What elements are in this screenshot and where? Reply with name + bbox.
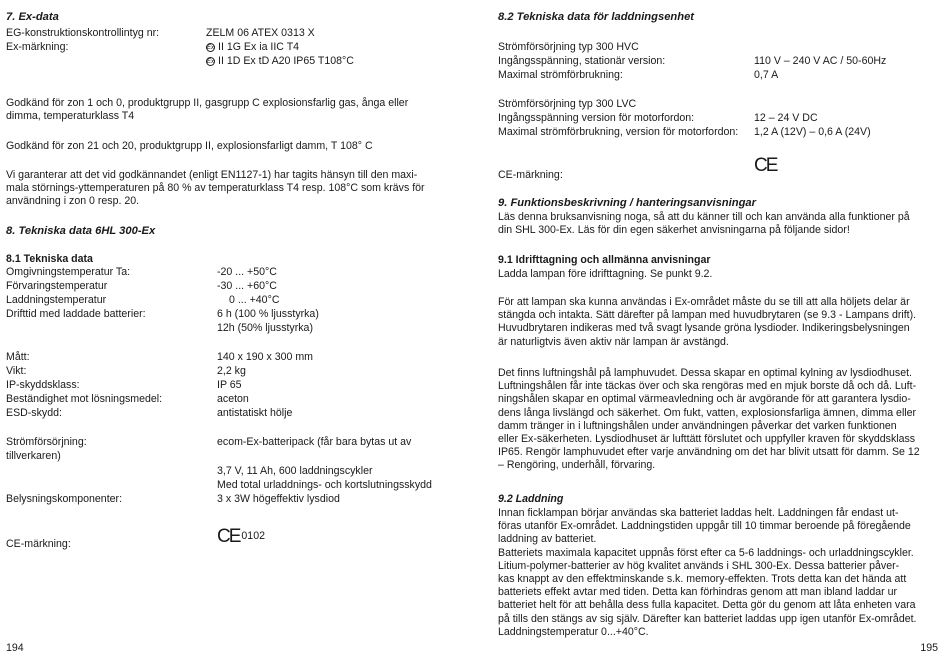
row-value: antistatiskt hölje [217, 407, 293, 419]
row-label: Omgivningstemperatur Ta: [6, 266, 131, 278]
text-line: kas knappt av den effektminskande s.k. memory-effekten. Trots detta kan det hända att [498, 572, 907, 585]
row-label: Förvaringstemperatur [6, 280, 108, 292]
ce-marking [754, 155, 777, 176]
text-line: föras utanför Ex-området. Laddningstiden uppgår till 10 timmar beroende på föregående [498, 520, 911, 533]
text-line: din SHL 300-Ex. Läs för din egen säkerhet anvisningarna på följande sidor! [498, 224, 850, 237]
ce-label: CE-märkning: [498, 169, 563, 181]
zone-paragraph-1 [6, 97, 462, 123]
table-row [498, 69, 938, 82]
row-label: Maximal strömförbrukning, version för motorfordon: [498, 126, 739, 138]
table-row [6, 308, 462, 321]
table-row [6, 322, 462, 335]
row-label: Ex-märkning: [6, 41, 69, 53]
text-line: – Rengöring, underhåll, förvaring. [498, 459, 656, 472]
table-row [6, 266, 462, 279]
section-9-heading: 9. Funktionsbeskrivning / hanteringsanvisningar [498, 197, 756, 209]
row-value: 140 x 190 x 300 mm [217, 351, 313, 363]
table-row [6, 294, 462, 307]
row-value: 6 h (100 % ljusstyrka) [217, 308, 319, 320]
ce-logo: CE [217, 526, 240, 547]
row-value: ZELM 06 ATEX 0313 X [206, 27, 315, 39]
text-line: är naturligtvis även aktiv när lampan är avstängd. [498, 335, 729, 348]
page-number-right: 195 [920, 641, 938, 654]
row-label: Laddningstemperatur [6, 294, 107, 306]
text-line: på tills den stängs av sig själv. Därefter kan batteriet laddas upp igen utanför Ex-området. [498, 612, 917, 625]
text-line: Laddningstemperatur 0...+40°C. [498, 625, 649, 638]
row-label: Vikt: [6, 365, 27, 377]
section-7-heading: 7. Ex-data [6, 11, 59, 23]
row-value: 0,7 A [754, 69, 779, 81]
row-label: ESD-skydd: [6, 407, 62, 419]
table-row [6, 465, 462, 478]
section-8-1-heading: 8.1 Tekniska data [6, 253, 93, 265]
row-value: IP 65 [217, 379, 242, 391]
section-9-1-line: Ladda lampan före idrifttagning. Se punkt 9.2. [498, 268, 713, 280]
section-8-2-heading: 8.2 Tekniska data för laddningsenhet [498, 11, 695, 23]
table-row [6, 280, 462, 293]
row-value: Ex II 1D Ex tD A20 IP65 T108°C [207, 55, 354, 67]
table-row [498, 112, 938, 125]
row-value: Med total urladdnings- och kortslutningsskydd [217, 479, 432, 491]
text-line: Litium-polymer-batterier av hög kvalitet används i SHL 300-Ex. Dessa batterier påver- [498, 559, 900, 572]
row-value: aceton [217, 393, 249, 405]
text-line: batteriets effekt avtar med tiden. Detta kan förhindras genom att man ibland laddar ur [498, 586, 898, 599]
row-value: ecom-Ex-batteripack (får bara bytas ut av [217, 436, 412, 448]
hvc-title: Strömförsörjning typ 300 HVC [498, 41, 639, 53]
text-line: Batteriets maximala kapacitet uppnås först efter ca 5-6 laddnings- och urladdningscykler. [498, 546, 914, 559]
left-page [6, 0, 462, 662]
section-9-2-heading: 9.2 Laddning [498, 493, 564, 505]
row-value: 0 ... +40°C [229, 294, 280, 306]
text-line: stängda och intakta. Sätt därefter på lampan med huvudbrytaren (se 9.3 - Lampans drift). [498, 309, 917, 322]
ce-notified-body-number: 0102 [241, 530, 265, 543]
ce-row-left [6, 526, 462, 551]
text-line: ningshålen skapar en optimal värmeavledning och är avgörande för att garantera lysdio- [498, 393, 911, 406]
ce-label: CE-märkning: [6, 538, 71, 550]
paragraph-ventilation [498, 367, 938, 473]
section-9-1-heading: 9.1 Idrifttagning och allmänna anvisningar [498, 254, 711, 266]
zone-paragraph-2 [6, 140, 462, 153]
table-row [6, 55, 462, 68]
table-row [6, 41, 462, 54]
table-row [6, 407, 462, 420]
ex-marking-icon: Ex [207, 44, 215, 51]
text-line: IP65. Rengör lamphuvudet efter varje användning om det har blivit utsatt för damm. Se 12 [498, 446, 920, 459]
text-line: Godkänd för zon 1 och 0, produktgrupp II, gasgrupp C explosionsfarlig gas, ånga eller [6, 97, 409, 109]
table-row [6, 27, 462, 40]
table-row [6, 393, 462, 406]
ce-marking [217, 526, 265, 547]
table-row [6, 365, 462, 378]
text-line: laddning av batteriet. [498, 533, 597, 546]
row-label: Belysningskomponenter: [6, 493, 123, 505]
table-row [6, 436, 462, 449]
text-line: batteriet helt för att behålla dess fulla kapacitet. Detta gör du genom att låta enheten vara [498, 599, 916, 612]
row-value: 3 x 3W högeffektiv lysdiod [217, 493, 340, 505]
text-line: Luftningshålen får inte täckas över och ska rengöras med en mjuk borste då och då. Luft- [498, 380, 917, 393]
row-value: 3,7 V, 11 Ah, 600 laddningscykler [217, 465, 373, 477]
row-label: Mått: [6, 351, 30, 363]
zone-paragraph-3 [6, 169, 462, 209]
row-label: Maximal strömförbrukning: [498, 69, 623, 81]
table-row [6, 450, 462, 463]
page-number-left: 194 [6, 641, 24, 654]
text-line: eller Ex-säkerheten. Lysdiodhuset är lufttätt förslutet och uppfyller kraven för skyddsklass [498, 432, 916, 445]
row-label: tillverkaren) [6, 450, 61, 462]
row-label: Strömförsörjning: [6, 436, 87, 448]
row-label: EG-konstruktionskontrollintyg nr: [6, 27, 160, 39]
ce-logo: CE [754, 155, 777, 176]
section-8-heading: 8. Tekniska data 6HL 300-Ex [6, 225, 156, 237]
paragraph-charging [498, 507, 938, 639]
row-value: 1,2 A (12V) – 0,6 A (24V) [754, 126, 871, 138]
table-row [6, 479, 462, 492]
ce-row-right [498, 155, 938, 182]
text-line: Huvudbrytaren indikeras med två svagt lysande gröna lysdioder. Indikeringsbelysningen [498, 322, 910, 335]
text-line: Vi garanterar att det vid godkännandet (enligt EN1127-1) har tagits hänsyn till den maxi- [6, 169, 418, 181]
text-line: användning i zon 0 resp. 20. [6, 195, 140, 208]
table-row [498, 126, 938, 139]
text-line: Det finns luftningshål på lamphuvudet. Dessa skapar en optimal kylning av lysdiodhuset. [498, 367, 912, 379]
text-line: dens långa livslängd och säkerhet. Om fukt, vatten, explosionsfarliga ämnen, dimma eller [498, 406, 917, 419]
row-value: -30 ... +60°C [217, 280, 277, 292]
table-row [6, 379, 462, 392]
lvc-title: Strömförsörjning typ 300 LVC [498, 98, 637, 110]
row-value: 2,2 kg [217, 365, 246, 377]
row-value: -20 ... +50°C [217, 266, 277, 278]
text-line: För att lampan ska kunna användas i Ex-området måste du se till att alla höljets delar är [498, 296, 910, 308]
row-value: 12 – 24 V DC [754, 112, 818, 124]
table-row [6, 351, 462, 364]
text-line: Läs denna bruksanvisning noga, så att du känner till och kan använda alla funktioner på [498, 211, 910, 223]
row-label: Ingångsspänning, stationär version: [498, 55, 666, 67]
text-line: Innan ficklampan börjar användas ska batteriet laddas helt. Laddningen får endast ut- [498, 507, 899, 519]
paragraph-lamp-usage [498, 296, 938, 349]
row-label: IP-skyddsklass: [6, 379, 80, 391]
text-line: Godkänd för zon 21 och 20, produktgrupp II, explosionsfarligt damm, T 108° C [6, 140, 373, 152]
section-9-paragraph [498, 211, 938, 237]
text-line: damm tränger in i luftningshålen under användningen påverkar det varken funktionen [498, 419, 897, 432]
table-row [6, 493, 462, 506]
row-value: Ex II 1G Ex ia IIC T4 [207, 41, 300, 53]
text-line: dimma, temperaturklass T4 [6, 110, 135, 123]
right-page [498, 0, 938, 662]
row-label: Ingångsspänning version för motorfordon: [498, 112, 695, 124]
text-line: mala störnings-yttemperaturen på 80 % av temperaturklass T4 resp. 108°C som krävs för [6, 182, 425, 195]
row-value: 12h (50% ljusstyrka) [217, 322, 313, 334]
row-value: 110 V – 240 V AC / 50-60Hz [754, 55, 887, 67]
row-label: Drifttid med laddade batterier: [6, 308, 146, 320]
row-label: Beständighet mot lösningsmedel: [6, 393, 163, 405]
ex-marking-icon: Ex [207, 58, 215, 65]
table-row [498, 55, 938, 68]
